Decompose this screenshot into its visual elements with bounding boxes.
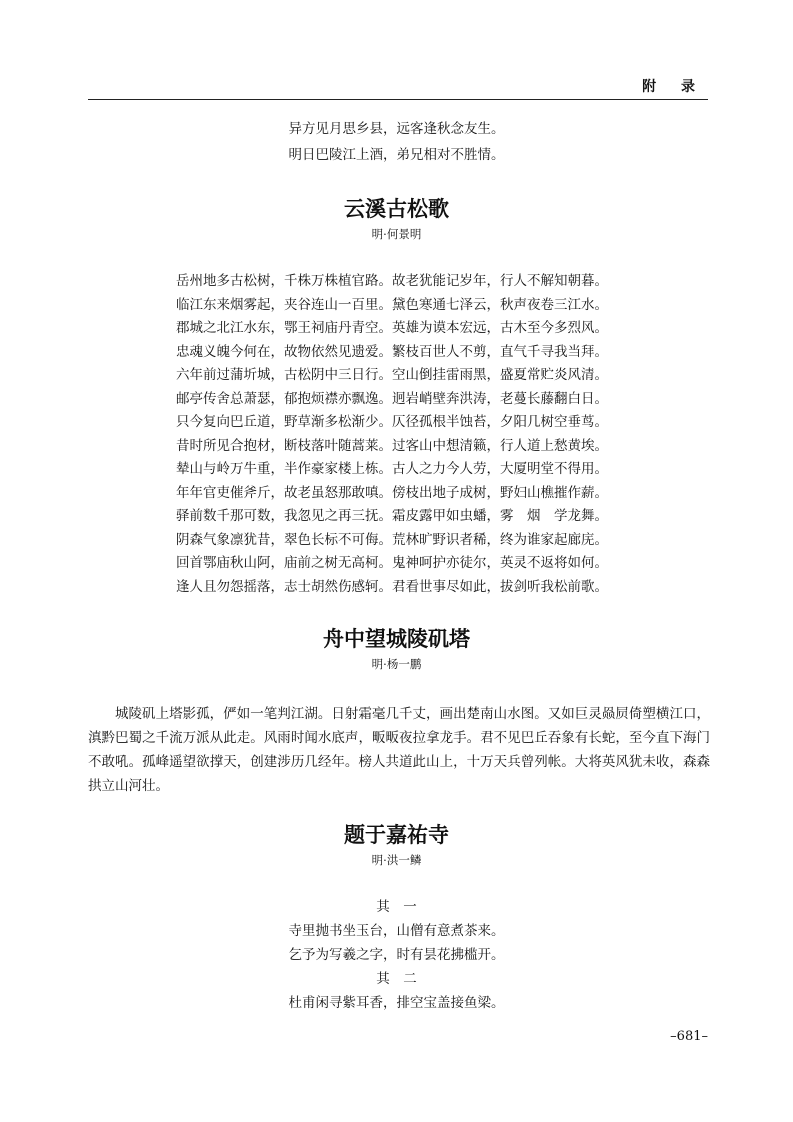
poem-line: 六年前过蒲圻城，古松阴中三日行。空山倒挂雷雨黑，盛夏常贮炎风清。 (176, 367, 608, 383)
poem-line: 杜甫闲寻紫耳香，排空宝盖接鱼梁。 (288, 995, 505, 1011)
prose-paragraph: 城陵矶上塔影孤，俨如一笔判江湖。日射霜毫几千丈，画出楚南山水图。又如巨灵赑屃倚塑横江口，滇黔巴蜀之千流万派从此走。风雨时闻水底声，畈畈夜拉拿龙手。君不见巴丘吞象有长蛇，至今直下海门不敢吼。孤峰遥望欲撑天，创建涉历几经年。榜人共道此山上，十万天兵曾列帐。大将英风犹未收，森森拱立山河壮。 (88, 706, 710, 794)
poem-line: 寺里抛书坐玉台，山僧有意煮茶来。 (288, 923, 505, 939)
poem-line: 昔时所见合抱材，断枝落叶随蒿莱。过客山中想清籁，行人道上愁黄埃。 (176, 437, 608, 454)
poem-body (176, 270, 636, 599)
poem-line: 邮亭传舍总萧瑟，郁抱烦襟亦飘逸。迥岩峭壁奔洪涛，老蔓长藤翻白日。 (176, 390, 608, 407)
poem-line: 辇山与岭万牛重，半作豪家楼上栋。古人之力今人劳，大厦明堂不得用。 (176, 461, 608, 477)
section-author: 明·杨一鹏 (371, 657, 422, 671)
running-header: 附 录 (642, 79, 705, 95)
poem-line: 岳州地多古松树，千株万株植官路。故老犹能记岁年，行人不解知朝暮。 (176, 273, 608, 289)
poem-line: 驿前数千那可数，我忽见之再三抚。霜皮露甲如虫蟠，雾 烟 学龙舞。 (176, 508, 608, 524)
section-title: 云溪古松歌 (344, 197, 449, 221)
poem-line: 忠魂义魄今何在，故物依然见遗爱。繁枝百世人不剪，直气千寻我当拜。 (176, 343, 608, 360)
poem-part-label: 其 二 (376, 971, 417, 987)
poem-line: 逢人且勿怨摇落，志士胡然伤感轲。君看世事尽如此，拔剑听我松前歌。 (176, 578, 608, 595)
poem-line: 临江东来烟雾起，夹谷连山一百里。黛色寒通七泽云，秋声夜卷三江水。 (176, 296, 608, 313)
intro-line: 明日巴陵江上酒，弟兄相对不胜情。 (288, 147, 505, 163)
header-rule (88, 99, 708, 100)
section-title: 舟中望城陵矶塔 (323, 627, 470, 651)
poem-line: 郡城之北江水东，鄂王祠庙丹青空。英雄为谟本宏远，古木至今多烈风。 (176, 320, 608, 336)
poem-part-label: 其 一 (376, 899, 417, 915)
poem-line: 阴森气象凛犹昔，翠色长标不可侮。荒林旷野识者稀，终为谁家起廊庑。 (176, 531, 608, 548)
page-number: –681– (670, 1029, 708, 1044)
section-title: 题于嘉祐寺 (344, 823, 449, 847)
poem-line: 年年官吏催斧斤，故老虽怒那敢嗔。傍枝出地子成树，野妇山樵摧作薪。 (176, 484, 608, 501)
poem-line: 回首鄂庙秋山阿，庙前之树无高柯。鬼神呵护亦徒尔，英灵不返将如何。 (176, 555, 608, 571)
section-author: 明·何景明 (371, 227, 422, 241)
poem-line: 只今复向巴丘道，野草渐多松渐少。仄径孤根半蚀苔，夕阳几树空垂茑。 (176, 414, 608, 430)
poem-line: 乞予为写羲之字，时有昙花拂槛开。 (288, 947, 505, 963)
section-author: 明·洪一鳞 (371, 853, 422, 867)
intro-line: 异方见月思乡县，远客逢秋念友生。 (288, 121, 505, 137)
